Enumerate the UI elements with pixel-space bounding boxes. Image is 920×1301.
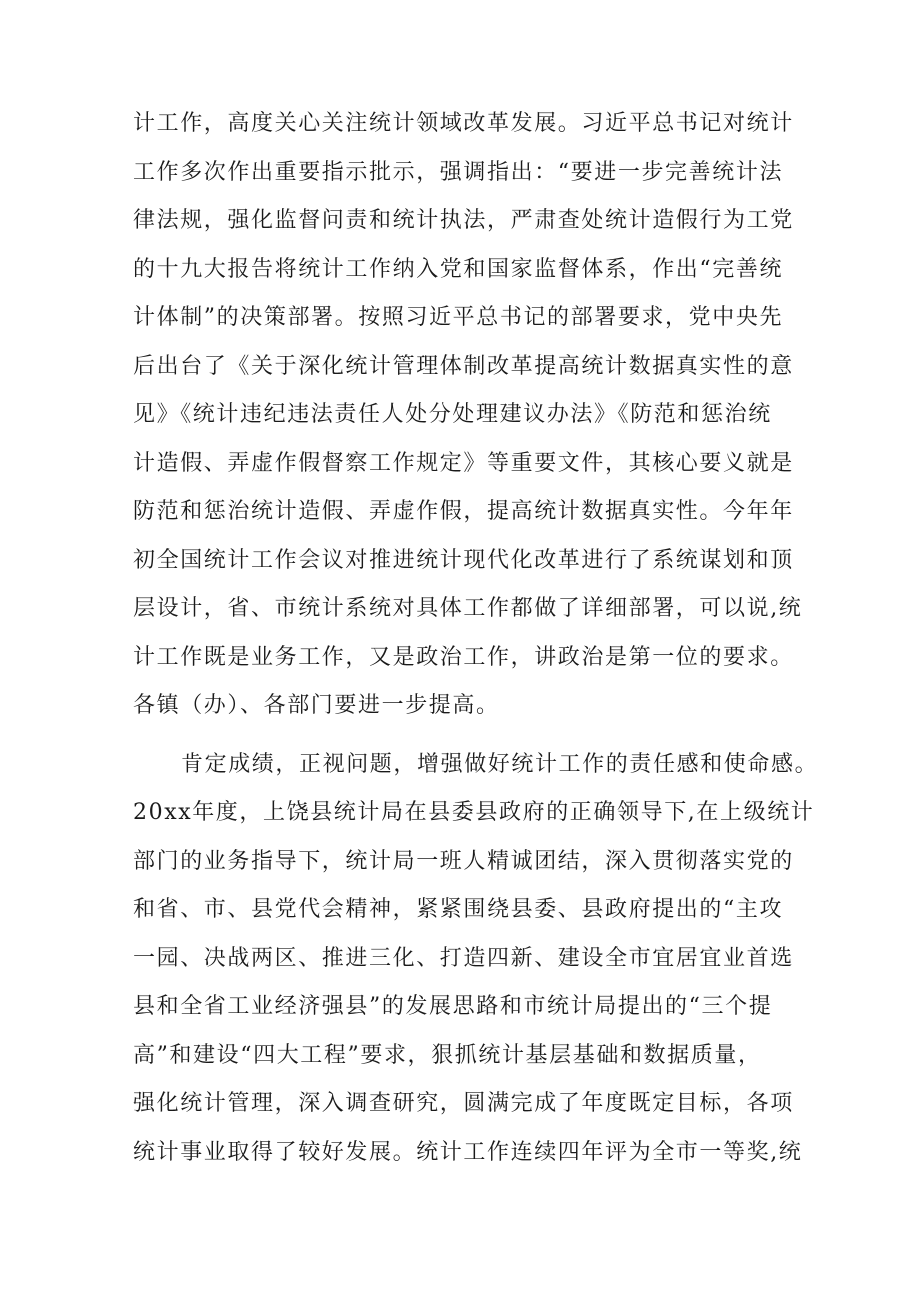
paragraph-1 xyxy=(133,100,803,731)
text-line: 初全国统计工作会议对推进统计现代化改革进行了系统谋划和顶 xyxy=(133,547,794,573)
text-line: 后出台了《关于深化统计管理体制改革提高统计数据真实性的意 xyxy=(133,353,794,379)
paragraph-2 xyxy=(133,741,819,1178)
text-line: 计造假、弄虚作假督察工作规定》等重要文件，其核心要义就是 xyxy=(133,450,794,476)
text-line: 和省、市、县党代会精神，紧紧围绕县委、县政府提出的“主攻 xyxy=(133,897,784,922)
text-line: 一园、决战两区、推进三化、打造四新、建设全市宜居宜业首选 xyxy=(133,945,794,971)
text-line: 计工作，高度关心关注统计领域改革发展。习近平总书记对统计 xyxy=(133,111,794,136)
text-line: 防范和惩治统计造假、弄虚作假，提高统计数据真实性。今年年 xyxy=(133,499,794,524)
text-line: 县和全省工业经济强县”的发展思路和市统计局提出的“三个提 xyxy=(133,994,773,1019)
text-line: 20xx年度，上饶县统计局在县委县政府的正确领导下,在上级统计 xyxy=(133,800,815,825)
text-line: 层设计，省、市统计系统对具体工作都做了详细部署，可以说,统 xyxy=(133,596,803,621)
text-line: 高”和建设“四大工程”要求，狠抓统计基层基础和数据质量， xyxy=(133,1042,762,1068)
text-line: 统计事业取得了较好发展。统计工作连续四年评为全市一等奖,统 xyxy=(133,1139,803,1165)
document-body xyxy=(133,100,819,1177)
text-line: 的十九大报告将统计工作纳入党和国家监督体系，作出“完善统 xyxy=(133,256,784,282)
text-line: 律法规，强化监督问责和统计执法，严肃查处统计造假行为工党 xyxy=(133,208,794,233)
text-line: 计体制”的决策部署。按照习近平总书记的部署要求，党中央先 xyxy=(133,305,784,330)
text-line: 部门的业务指导下，统计局一班人精诚团结，深入贯彻落实党的 xyxy=(133,848,794,874)
text-line: 各镇（办）、各部门要进一步提高。 xyxy=(133,693,500,718)
text-line: 见》《统计违纪违法责任人处分处理建议办法》《防范和惩治统 xyxy=(133,402,772,427)
text-line: 计工作既是业务工作，又是政治工作，讲政治是第一位的要求。 xyxy=(133,644,794,670)
text-line: 工作多次作出重要指示批示，强调指出：“要进一步完善统计法 xyxy=(133,159,784,185)
text-line: 肯定成绩，正视问题，增强做好统计工作的责任感和使命感。 xyxy=(181,751,819,777)
text-line: 强化统计管理，深入调查研究，圆满完成了年度既定目标，各项 xyxy=(133,1091,794,1116)
paragraph-spacer xyxy=(133,731,803,741)
